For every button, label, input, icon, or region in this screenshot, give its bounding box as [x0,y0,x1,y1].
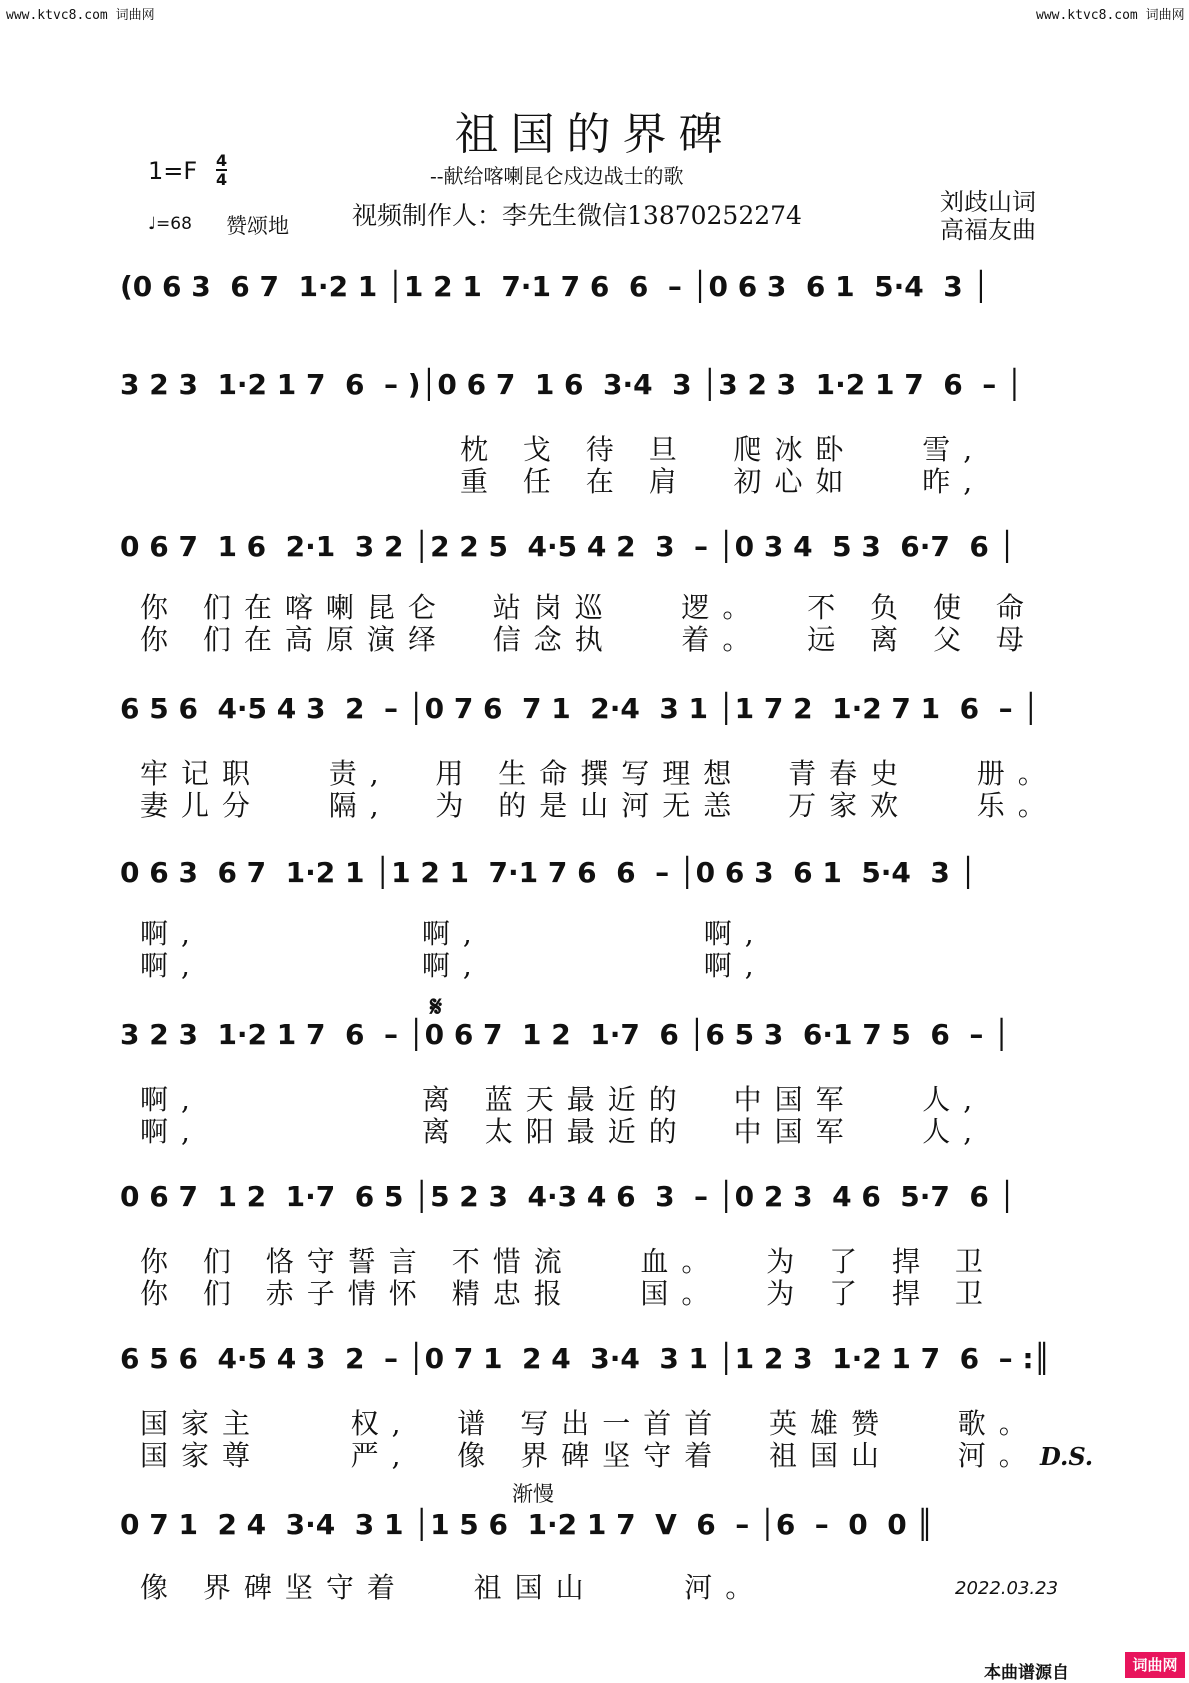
lyric-line: 国家尊 严, 像 界碑坚守着 祖国山 河。 [140,1439,1040,1472]
lyric-line: 牢记职 责, 用 生命撰写理想 青春史 册。 [140,757,1059,790]
staff-line-6 [120,1018,1080,1078]
lyricist-credit: 刘歧山词 [940,188,1036,216]
staff-notes: 3 2 3 1·2 1 7 6 – │0 6 7 1 2 1·7 6 │6 5 3 6·1 7 5 6 – │ [120,1018,1010,1051]
staff-notes: (0 6 3 6 7 1·2 1 │1 2 1 7·1 7 6 6 – │0 6 3 6 1 5·4 3 │ [120,270,990,303]
segno-sign: 𝄋 [430,990,443,1023]
lyric-line: 你 们 恪守誓言 不惜流 血。 为 了 捍 卫 [140,1245,996,1278]
song-title: 祖国的界碑 [454,109,735,160]
staff-notes: 3 2 3 1·2 1 7 6 – )│0 6 7 1 6 3·4 3 │3 2 3 1·2 1 7 6 – │ [120,368,1023,401]
ritardando-mark: 渐慢 [512,1482,554,1506]
lyric-line: 国家主 权, 谱 写出一首首 英雄赞 歌。 [140,1407,1040,1440]
lyric-line: 妻儿分 隔, 为 的是山河无恙 万家欢 乐。 [140,789,1059,822]
time-signature-top: 4 [216,151,228,170]
staff-line-2 [120,368,1080,428]
source-note: 本曲谱源自 [984,1663,1069,1683]
staff-notes: 0 6 7 1 2 1·7 6 5 │5 2 3 4·3 4 6 3 – │0 2 3 4 6 5·7 6 │ [120,1180,1016,1213]
key-signature: 1=F [148,157,198,185]
lyric-line: 你 们在喀喇昆仑 站岗巡 逻。 不 负 使 命 [140,591,1037,624]
song-subtitle: --献给喀喇昆仑戍边战士的歌 [430,164,684,188]
lyric-line: 啊, 离 蓝天最近的 中国军 人, [140,1083,986,1116]
composer-credit: 高福友曲 [940,216,1036,244]
staff-line-5 [120,856,1080,916]
lyric-line: 你 们在高原演绎 信念执 着。 远 离 父 母 [140,623,1037,656]
lyric-line: 你 们 赤子情怀 精忠报 国。 为 了 捍 卫 [140,1277,996,1310]
lyric-line: 啊, 啊, 啊, [140,949,767,982]
lyric-line: 啊, 啊, 啊, [140,917,767,950]
staff-line-7 [120,1180,1080,1240]
staff-notes: 0 7 1 2 4 3·4 3 1 │1 5 6 1·2 1 7 V 6 – │6 – 0 0 ║ [120,1508,934,1541]
lyric-line: 像 界碑坚守着 祖国山 河。 [140,1571,767,1604]
site-watermark-right: www.ktvc8.com 词曲网 [1036,8,1185,23]
time-signature-bottom: 4 [216,170,228,189]
lyric-line: 重 任 在 肩 初心如 昨, [460,465,986,498]
staff-notes: 0 6 7 1 6 2·1 3 2 │2 2 5 4·5 4 2 3 – │0 3 4 5 3 6·7 6 │ [120,530,1016,563]
staff-line-4 [120,692,1080,752]
time-signature [216,152,227,188]
staff-line-1 [120,270,1080,330]
tempo-mark: ♩=68 [148,214,192,234]
lyric-line: 枕 戈 待 旦 爬冰卧 雪, [460,433,986,466]
site-watermark-left: www.ktvc8.com 词曲网 [6,8,155,23]
expression-mark: 赞颂地 [226,214,289,238]
staff-line-3 [120,530,1080,590]
staff-line-8 [120,1342,1080,1402]
staff-line-9 [120,1508,1080,1568]
staff-notes: 6 5 6 4·5 4 3 2 – │0 7 6 7 1 2·4 3 1 │1 7 2 1·2 7 1 6 – │ [120,692,1040,725]
lyric-line: 啊, 离 太阳最近的 中国军 人, [140,1115,986,1148]
dal-segno-mark: D.S. [1040,1442,1094,1471]
site-logo: 词曲网 [1125,1652,1185,1678]
staff-notes: 0 6 3 6 7 1·2 1 │1 2 1 7·1 7 6 6 – │0 6 3 6 1 5·4 3 │ [120,856,977,889]
staff-notes: 6 5 6 4·5 4 3 2 – │0 7 1 2 4 3·4 3 1 │1 2 3 1·2 1 7 6 – :║ [120,1342,1051,1375]
composition-date: 2022.03.23 [955,1578,1059,1599]
video-producer: 视频制作人：李先生微信13870252274 [352,201,802,230]
